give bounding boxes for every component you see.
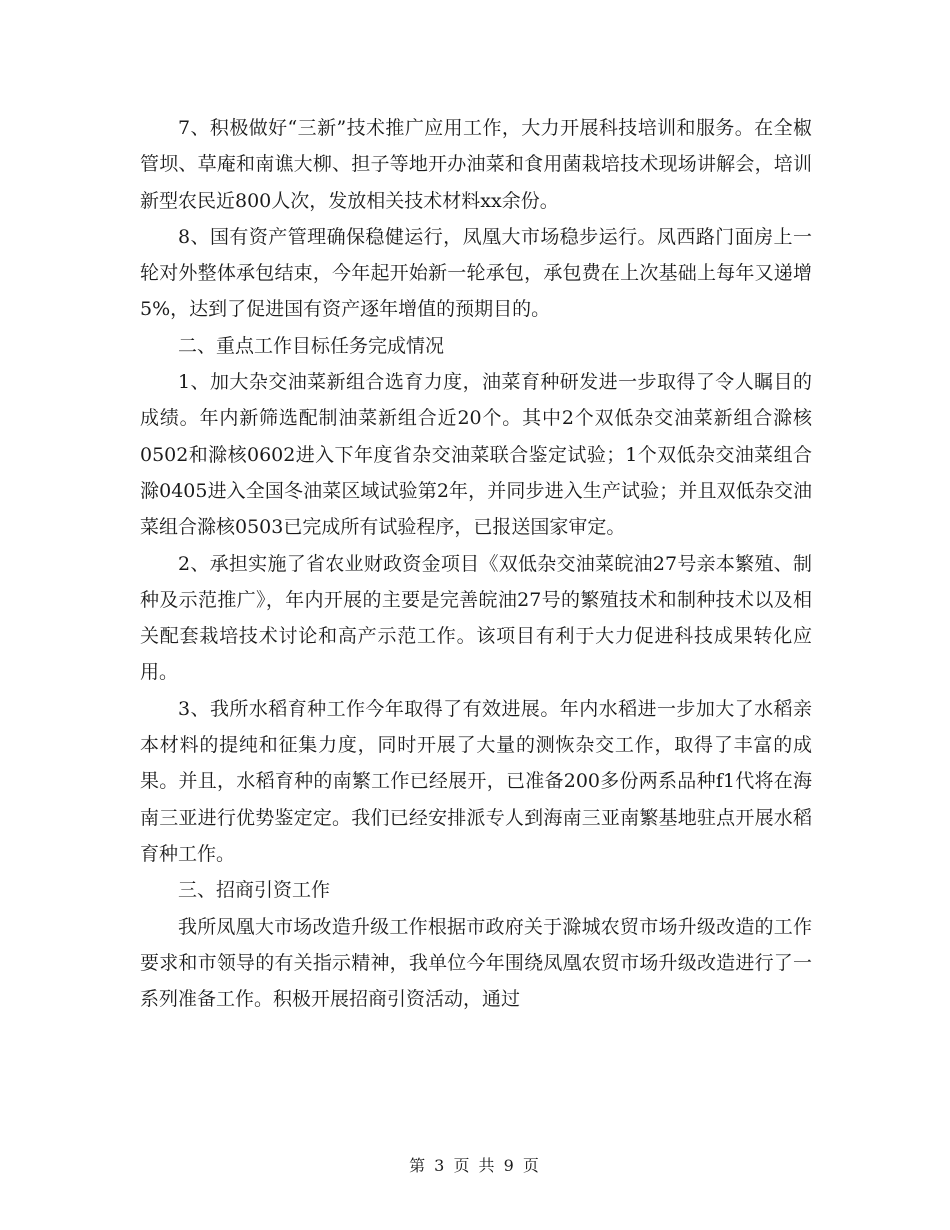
paragraph-investment: 我所凤凰大市场改造升级工作根据市政府关于滁城农贸市场升级改造的工作要求和市领导的有关指示精神，我单位今年围绕凤凰农贸市场升级改造进行了一系列准备工作。积极开展招商引资活动，通过 <box>140 915 812 1011</box>
document-body <box>140 110 812 1017</box>
paragraph-key-task-1: 1、加大杂交油菜新组合选育力度，油菜育种研发进一步取得了令人瞩目的成绩。年内新筛选配制油菜新组合近20个。其中2个双低杂交油菜新组合滁核0502和滁核0602进入下年度省杂交油菜联合鉴定试验；1个双低杂交油菜组合滁0405进入全国冬油菜区域试验第2年，并同步进入生产试验；并且双低杂交油菜组合滁核0503已完成所有试验程序，已报送国家审定。 <box>140 371 812 539</box>
paragraph-key-task-3: 3、我所水稻育种工作今年取得了有效进展。年内水稻进一步加大了水稻亲本材料的提纯和征集力度，同时开展了大量的测恢杂交工作，取得了丰富的成果。并且，水稻育种的南繁工作已经展开，已准备200多份两系品种f1代将在海南三亚进行优势鉴定定。我们已经安排派专人到海南三亚南繁基地驻点开展水稻育种工作。 <box>140 697 812 865</box>
section-heading-2: 二、重点工作目标任务完成情况 <box>178 334 445 357</box>
page-number-footer: 第 3 页 共 9 页 <box>409 1156 541 1175</box>
paragraph-item-8: 8、国有资产管理确保稳健运行，凤凰大市场稳步运行。凤西路门面房上一轮对外整体承包结束，今年起开始新一轮承包，承包费在上次基础上每年又递增5%，达到了促进国有资产逐年增值的预期目的。 <box>140 225 812 321</box>
paragraph-item-7: 7、积极做好“三新”技术推广应用工作，大力开展科技培训和服务。在全椒管坝、草庵和南谯大柳、担子等地开办油菜和食用菌栽培技术现场讲解会，培训新型农民近800人次，发放相关技术材料xx余份。 <box>140 117 812 212</box>
paragraph-key-task-2: 2、承担实施了省农业财政资金项目《双低杂交油菜皖油27号亲本繁殖、制种及示范推广》，年内开展的主要是完善皖油27号的繁殖技术和制种技术以及相关配套栽培技术讨论和高产示范工作。该项目有利于大力促进科技成果转化应用。 <box>140 552 812 684</box>
section-heading-3: 三、招商引资工作 <box>178 879 331 902</box>
